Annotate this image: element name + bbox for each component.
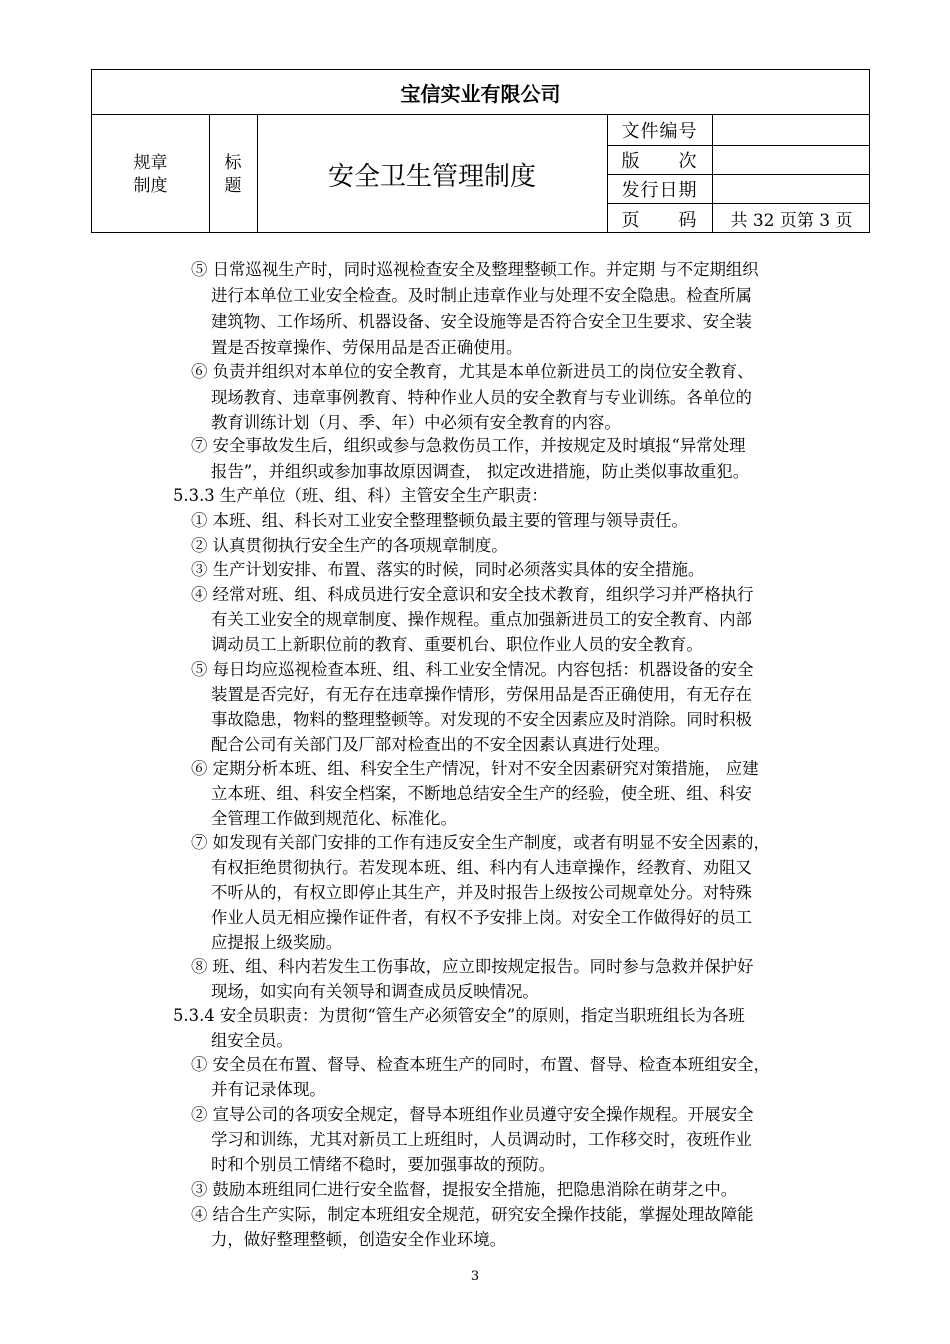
category-label: 规章 制度 — [133, 153, 168, 196]
text-line: 5.3.3 生产单位（班、组、科）主管安全生产职责： — [173, 486, 548, 505]
text-line: 5.3.4 安全员职责：为贯彻“管生产必须管安全”的原则，指定当职班组长为各班 — [173, 1006, 745, 1025]
text-line: 应提报上级奖励。 — [211, 933, 343, 952]
text-line: 建筑物、工作场所、机器设备、安全设施等是否符合安全卫生要求、安全装 — [211, 312, 752, 331]
text-line: ④ 结合生产实际，制定本班组安全规范，研究安全操作技能，掌握处理故障能 — [191, 1205, 754, 1224]
text-line: 现场教育、违章事例教育、特种作业人员的安全教育与专业训练。各单位的 — [211, 388, 752, 407]
text-line: 有关工业安全的规章制度、操作规程。重点加强新进员工的安全教育、内部 — [211, 610, 752, 629]
meta-label-doc-number: 文件编号 — [621, 121, 698, 142]
text-line: 学习和训练，尤其对新员工上班组时，人员调动时，工作移交时，夜班作业 — [211, 1130, 752, 1149]
text-line: ⑧ 班、组、科内若发生工伤事故，应立即按规定报告。同时参与急救并保护好 — [191, 957, 754, 976]
text-line: ⑤ 每日均应巡视检查本班、组、科工业安全情况。内容包括：机器设备的安全 — [191, 660, 754, 679]
text-line: ② 认真贯彻执行安全生产的各项规章制度。 — [191, 536, 508, 555]
meta-value-doc-number — [712, 115, 871, 145]
text-line: 全管理工作做到规范化、标准化。 — [211, 809, 457, 828]
text-line: ② 宣导公司的各项安全规定，督导本班组作业员遵守安全操作规程。开展安全 — [191, 1105, 754, 1124]
text-line: 现场，如实向有关领导和调查成员反映情况。 — [211, 982, 539, 1001]
document-title: 安全卫生管理制度 — [327, 162, 536, 192]
text-line: 力，做好整理整顿，创造安全作业环境。 — [211, 1230, 507, 1249]
text-line: ⑦ 如发现有关部门安排的工作有违反安全生产制度，或者有明显不安全因素的， — [191, 833, 770, 852]
text-line: ③ 鼓励本班组同仁进行安全监督，提报安全措施，把隐患消除在萌芽之中。 — [191, 1180, 738, 1199]
text-line: 并有记录体现。 — [211, 1080, 326, 1099]
text-line: 置是否按章操作、劳保用品是否正确使用。 — [211, 338, 523, 357]
text-line: 教育训练计划（月、季、年）中必须有安全教育的内容。 — [211, 413, 621, 432]
page-number: 3 — [470, 1269, 480, 1284]
meta-value-issue-date — [712, 174, 871, 203]
text-line: 有权拒绝贯彻执行。若发现本班、组、科内有人违章操作，经教育、劝阻又 — [211, 858, 752, 877]
text-line: 报告”，并组织或参加事故原因调查， 拟定改进措施，防止类似事故重犯。 — [211, 462, 750, 481]
text-line: 不听从的，有权立即停止其生产，并及时报告上级按公司规章处分。对特殊 — [211, 883, 752, 902]
company-name: 宝信实业有限公司 — [92, 70, 869, 115]
text-line: ⑥ 负责并组织对本单位的安全教育，尤其是本单位新进员工的岗位安全教育、 — [191, 362, 754, 381]
text-line: 事故隐患，物料的整理整顿等。对发现的不安全因素应及时消除。同时积极 — [211, 710, 752, 729]
text-line: ① 本班、组、科长对工业安全整理整顿负最主要的管理与领导责任。 — [191, 511, 688, 530]
text-line: ④ 经常对班、组、科成员进行安全意识和安全技术教育，组织学习并严格执行 — [191, 585, 754, 604]
text-line: 时和个别员工情绪不稳时，要加强事故的预防。 — [211, 1155, 556, 1174]
title-label: 标 题 — [224, 153, 242, 196]
text-line: 进行本单位工业安全检查。及时制止违章作业与处理不安全隐患。检查所属 — [211, 286, 752, 305]
text-line: ⑤ 日常巡视生产时，同时巡视检查安全及整理整顿工作。并定期 与不定期组织 — [191, 260, 759, 279]
text-line: 配合公司有关部门及厂部对检查出的不安全因素认真进行处理。 — [211, 735, 670, 754]
text-line: 调动员工上新职位前的教育、重要机台、职位作业人员的安全教育。 — [211, 635, 703, 654]
text-line: ① 安全员在布置、督导、检查本班生产的同时，布置、督导、检查本班组安全， — [191, 1055, 770, 1074]
meta-label-issue-date: 发行日期 — [621, 179, 698, 201]
meta-value-page: 共 32 页第 3 页 — [730, 211, 853, 231]
meta-value-version — [712, 145, 871, 174]
text-line: ⑦ 安全事故发生后，组织或参与急救伤员工作，并按规定及时填报“异常处理 — [191, 436, 746, 455]
text-line: 作业人员无相应操作证件者，有权不予安排上岗。对安全工作做得好的员工 — [211, 908, 752, 927]
meta-label-page: 页 码 — [621, 209, 698, 231]
text-line: 组安全员。 — [211, 1031, 293, 1050]
text-line: 立本班、组、科安全档案，不断地总结安全生产的经验，使全班、组、科安 — [211, 784, 752, 803]
meta-label-version: 版 次 — [621, 150, 698, 172]
text-line: ⑥ 定期分析本班、组、科安全生产情况，针对不安全因素研究对策措施， 应建 — [191, 759, 759, 778]
text-line: ③ 生产计划安排、布置、落实的时候，同时必须落实具体的安全措施。 — [191, 560, 705, 579]
document-header — [91, 69, 870, 233]
text-line: 装置是否完好，有无存在违章操作情形，劳保用品是否正确使用，有无存在 — [211, 685, 752, 704]
